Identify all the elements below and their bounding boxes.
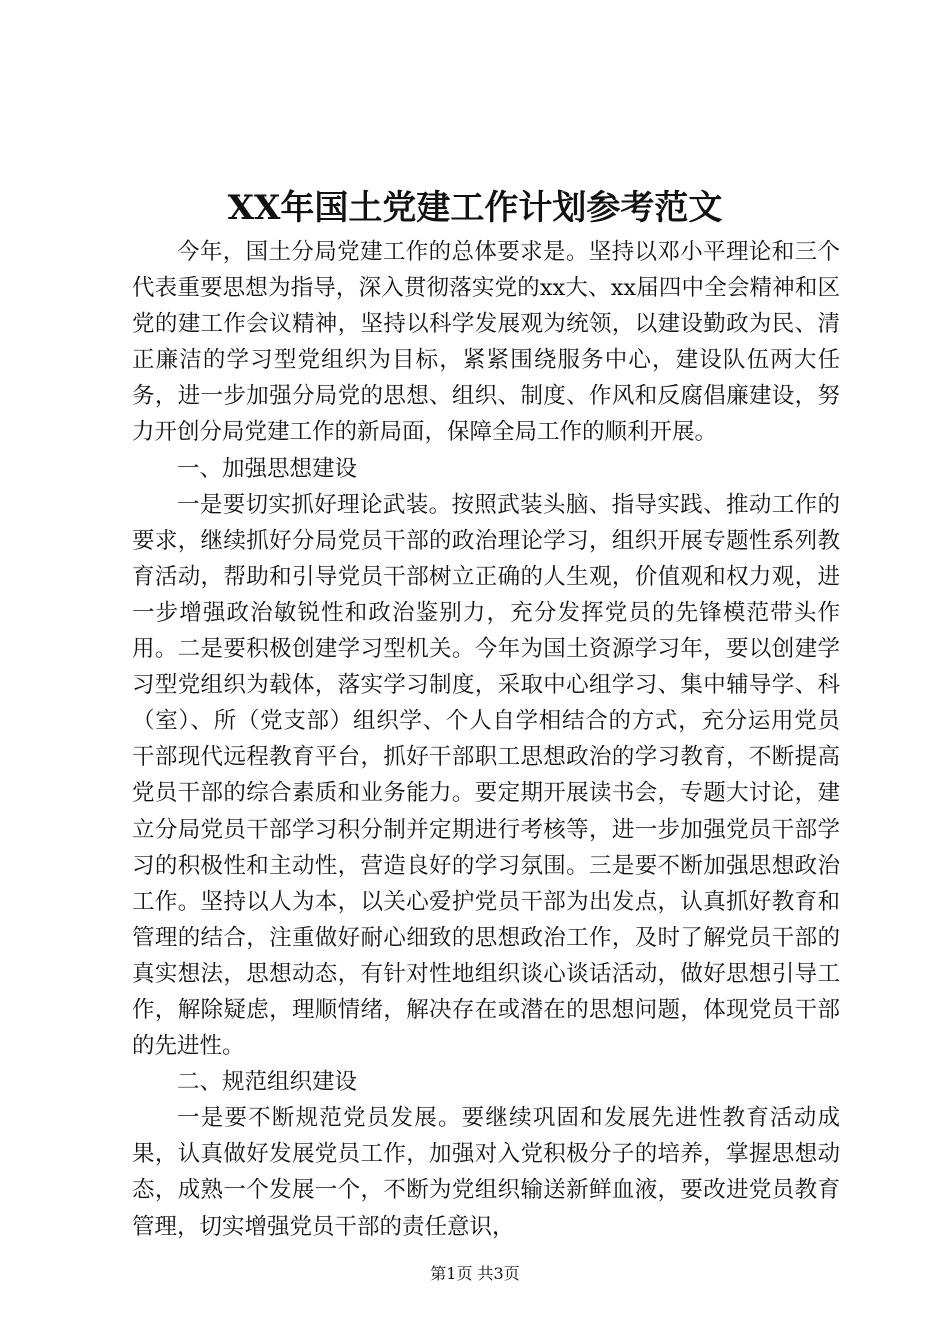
paragraph-intro: 今年，国土分局党建工作的总体要求是。坚持以邓小平理论和三个代表重要思想为指导，深入贯彻落实党的xx大、xx届四中全会精神和区党的建工作会议精神，坚持以科学发展观为统领，以建设勤政为民、清正廉洁的学习型党组织为目标，紧紧围绕服务中心，建设队伍两大任务，进一步加强分局党的思想、组织、制度、作风和反腐倡廉建设，努力开创分局党建工作的新局面，保障全局工作的顺利开展。 — [132, 239, 840, 446]
section-heading-1: 一、加强思想建设 — [177, 455, 358, 482]
section-heading-2: 二、规范组织建设 — [177, 1069, 358, 1096]
page-number-footer: 第1页 共3页 — [430, 1264, 520, 1283]
document-body — [132, 234, 840, 1245]
paragraph-section-2: 一是要不断规范党员发展。要继续巩固和发展先进性教育活动成果，认真做好发展党员工作，加强对入党积极分子的培养，掌握思想动态，成熟一个发展一个，不断为党组织输送新鲜血液，要改进党员教育管理，切实增强党员干部的责任意识， — [132, 1105, 840, 1240]
paragraph-section-1: 一是要切实抓好理论武装。按照武装头脑、指导实践、推动工作的要求，继续抓好分局党员干部的政治理论学习，组织开展专题性系列教育活动，帮助和引导党员干部树立正确的人生观，价值观和权力观，进一步增强政治敏锐性和政治鉴别力，充分发挥党员的先锋模范带头作用。二是要积极创建学习型机关。今年为国土资源学习年，要以创建学习型党组织为载体，落实学习制度，采取中心组学习、集中辅导学、科（室）、所（党支部）组织学、个人自学相结合的方式，充分运用党员干部现代远程教育平台，抓好干部职工思想政治的学习教育，不断提高党员干部的综合素质和业务能力。要定期开展读书会，专题大讨论，建立分局党员干部学习积分制并定期进行考核等，进一步加强党员干部学习的积极性和主动性，营造良好的学习氛围。三是要不断加强思想政治工作。坚持以人为本，以关心爱护党员干部为出发点，认真抓好教育和管理的结合，注重做好耐心细致的思想政治工作，及时了解党员干部的真实想法，思想动态，有针对性地组织谈心谈话活动，做好思想引导工作，解除疑虑，理顺情绪，解决存在或潜在的思想问题，体现党员干部的先进性。 — [132, 491, 840, 1060]
document-title: XX年国土党建工作计划参考范文 — [227, 188, 723, 228]
